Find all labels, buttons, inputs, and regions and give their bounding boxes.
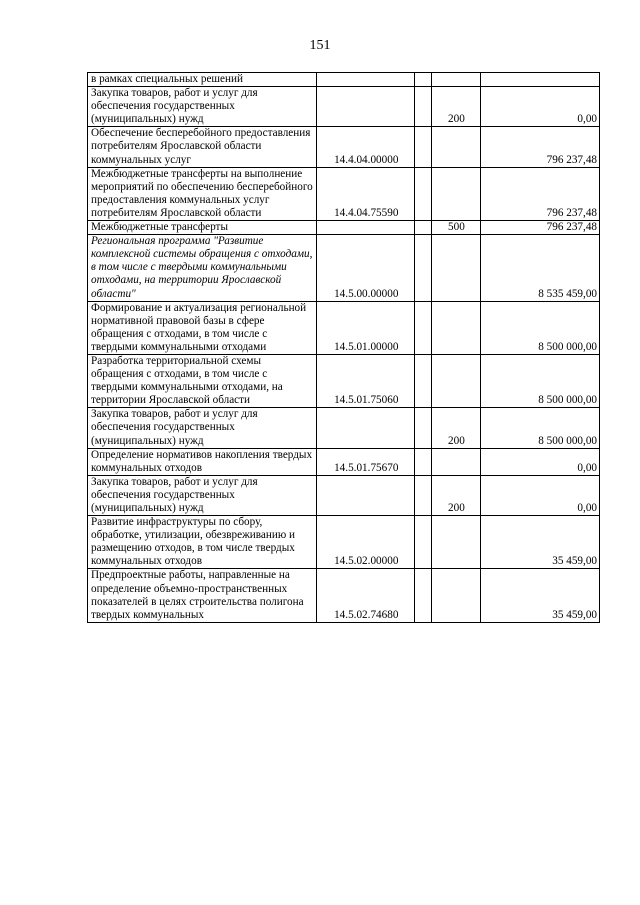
row-kind-cell: 200 bbox=[431, 87, 480, 127]
row-name-cell: Межбюджетные трансферты bbox=[88, 221, 317, 235]
table-row bbox=[88, 221, 600, 235]
row-amount-cell bbox=[480, 73, 599, 87]
row-empty-cell bbox=[415, 235, 432, 301]
page-number: 151 bbox=[309, 38, 331, 53]
row-empty-cell bbox=[415, 408, 432, 448]
row-empty-cell bbox=[415, 87, 432, 127]
row-code-cell: 14.5.01.75670 bbox=[317, 448, 415, 475]
row-name-cell: Региональная программа "Развитие комплексной системы обращения с отходами, в том числе с твердыми коммунальными отходами, на территории Ярославской области" bbox=[88, 235, 317, 301]
row-amount-cell: 796 237,48 bbox=[480, 221, 599, 235]
row-empty-cell bbox=[415, 516, 432, 569]
row-empty-cell bbox=[415, 301, 432, 354]
row-name-cell: Разработка территориальной схемы обращения с отходами, в том числе с твердыми коммунальными отходами, на территории Ярославской области bbox=[88, 354, 317, 407]
row-code-cell: 14.4.04.75590 bbox=[317, 167, 415, 220]
row-name-cell: Формирование и актуализация региональной нормативной правовой базы в сфере обращения с отходами, в том числе с твердыми коммунальными отходами bbox=[88, 301, 317, 354]
row-kind-cell bbox=[431, 127, 480, 167]
row-kind-cell bbox=[431, 516, 480, 569]
row-kind-cell bbox=[431, 235, 480, 301]
row-empty-cell bbox=[415, 167, 432, 220]
row-name-cell: Развитие инфраструктуры по сбору, обработке, утилизации, обезвреживанию и размещению отходов, в том числе твердых коммунальных отходов bbox=[88, 516, 317, 569]
row-code-cell bbox=[317, 475, 415, 515]
row-code-cell: 14.5.02.00000 bbox=[317, 516, 415, 569]
row-kind-cell bbox=[431, 73, 480, 87]
table-row bbox=[88, 301, 600, 354]
table-row bbox=[88, 354, 600, 407]
table-row bbox=[88, 87, 600, 127]
row-name-cell: Определение нормативов накопления твердых коммунальных отходов bbox=[88, 448, 317, 475]
row-empty-cell bbox=[415, 354, 432, 407]
row-name-cell: Закупка товаров, работ и услуг для обеспечения государственных (муниципальных) нужд bbox=[88, 408, 317, 448]
row-amount-cell: 796 237,48 bbox=[480, 127, 599, 167]
table-row bbox=[88, 127, 600, 167]
row-kind-cell bbox=[431, 167, 480, 220]
row-empty-cell bbox=[415, 448, 432, 475]
row-code-cell: 14.5.01.00000 bbox=[317, 301, 415, 354]
row-name-cell: Межбюджетные трансферты на выполнение мероприятий по обеспечению бесперебойного предоставления коммунальных услуг потребителям Ярославской области bbox=[88, 167, 317, 220]
row-amount-cell: 0,00 bbox=[480, 448, 599, 475]
row-code-cell bbox=[317, 408, 415, 448]
row-name-cell: Закупка товаров, работ и услуг для обеспечения государственных (муниципальных) нужд bbox=[88, 87, 317, 127]
row-name-cell: Закупка товаров, работ и услуг для обеспечения государственных (муниципальных) нужд bbox=[88, 475, 317, 515]
row-amount-cell: 0,00 bbox=[480, 475, 599, 515]
row-amount-cell: 35 459,00 bbox=[480, 569, 599, 622]
row-empty-cell bbox=[415, 221, 432, 235]
row-code-cell: 14.5.02.74680 bbox=[317, 569, 415, 622]
row-code-cell bbox=[317, 73, 415, 87]
row-kind-cell: 200 bbox=[431, 408, 480, 448]
table-row bbox=[88, 569, 600, 622]
row-amount-cell: 8 500 000,00 bbox=[480, 354, 599, 407]
row-kind-cell bbox=[431, 354, 480, 407]
table-row bbox=[88, 167, 600, 220]
table-row bbox=[88, 516, 600, 569]
row-kind-cell: 200 bbox=[431, 475, 480, 515]
row-empty-cell bbox=[415, 569, 432, 622]
row-code-cell bbox=[317, 221, 415, 235]
row-amount-cell: 0,00 bbox=[480, 87, 599, 127]
table-row bbox=[88, 448, 600, 475]
row-amount-cell: 796 237,48 bbox=[480, 167, 599, 220]
row-name-cell: Обеспечение бесперебойного предоставления потребителям Ярославской области коммунальных услуг bbox=[88, 127, 317, 167]
row-kind-cell bbox=[431, 301, 480, 354]
row-amount-cell: 8 500 000,00 bbox=[480, 408, 599, 448]
row-amount-cell: 8 500 000,00 bbox=[480, 301, 599, 354]
row-name-cell: Предпроектные работы, направленные на определение объемно-пространственных показателей в целях строительства полигона твердых коммунальных bbox=[88, 569, 317, 622]
table-row bbox=[88, 73, 600, 87]
row-code-cell bbox=[317, 87, 415, 127]
row-code-cell: 14.5.01.75060 bbox=[317, 354, 415, 407]
row-kind-cell bbox=[431, 569, 480, 622]
row-code-cell: 14.5.00.00000 bbox=[317, 235, 415, 301]
row-name-cell: в рамках специальных решений bbox=[88, 73, 317, 87]
row-empty-cell bbox=[415, 127, 432, 167]
table-row bbox=[88, 475, 600, 515]
row-kind-cell bbox=[431, 448, 480, 475]
row-amount-cell: 8 535 459,00 bbox=[480, 235, 599, 301]
row-empty-cell bbox=[415, 73, 432, 87]
row-kind-cell: 500 bbox=[431, 221, 480, 235]
budget-table bbox=[87, 72, 600, 623]
row-empty-cell bbox=[415, 475, 432, 515]
row-amount-cell: 35 459,00 bbox=[480, 516, 599, 569]
table-row bbox=[88, 408, 600, 448]
row-code-cell: 14.4.04.00000 bbox=[317, 127, 415, 167]
table-row bbox=[88, 235, 600, 301]
